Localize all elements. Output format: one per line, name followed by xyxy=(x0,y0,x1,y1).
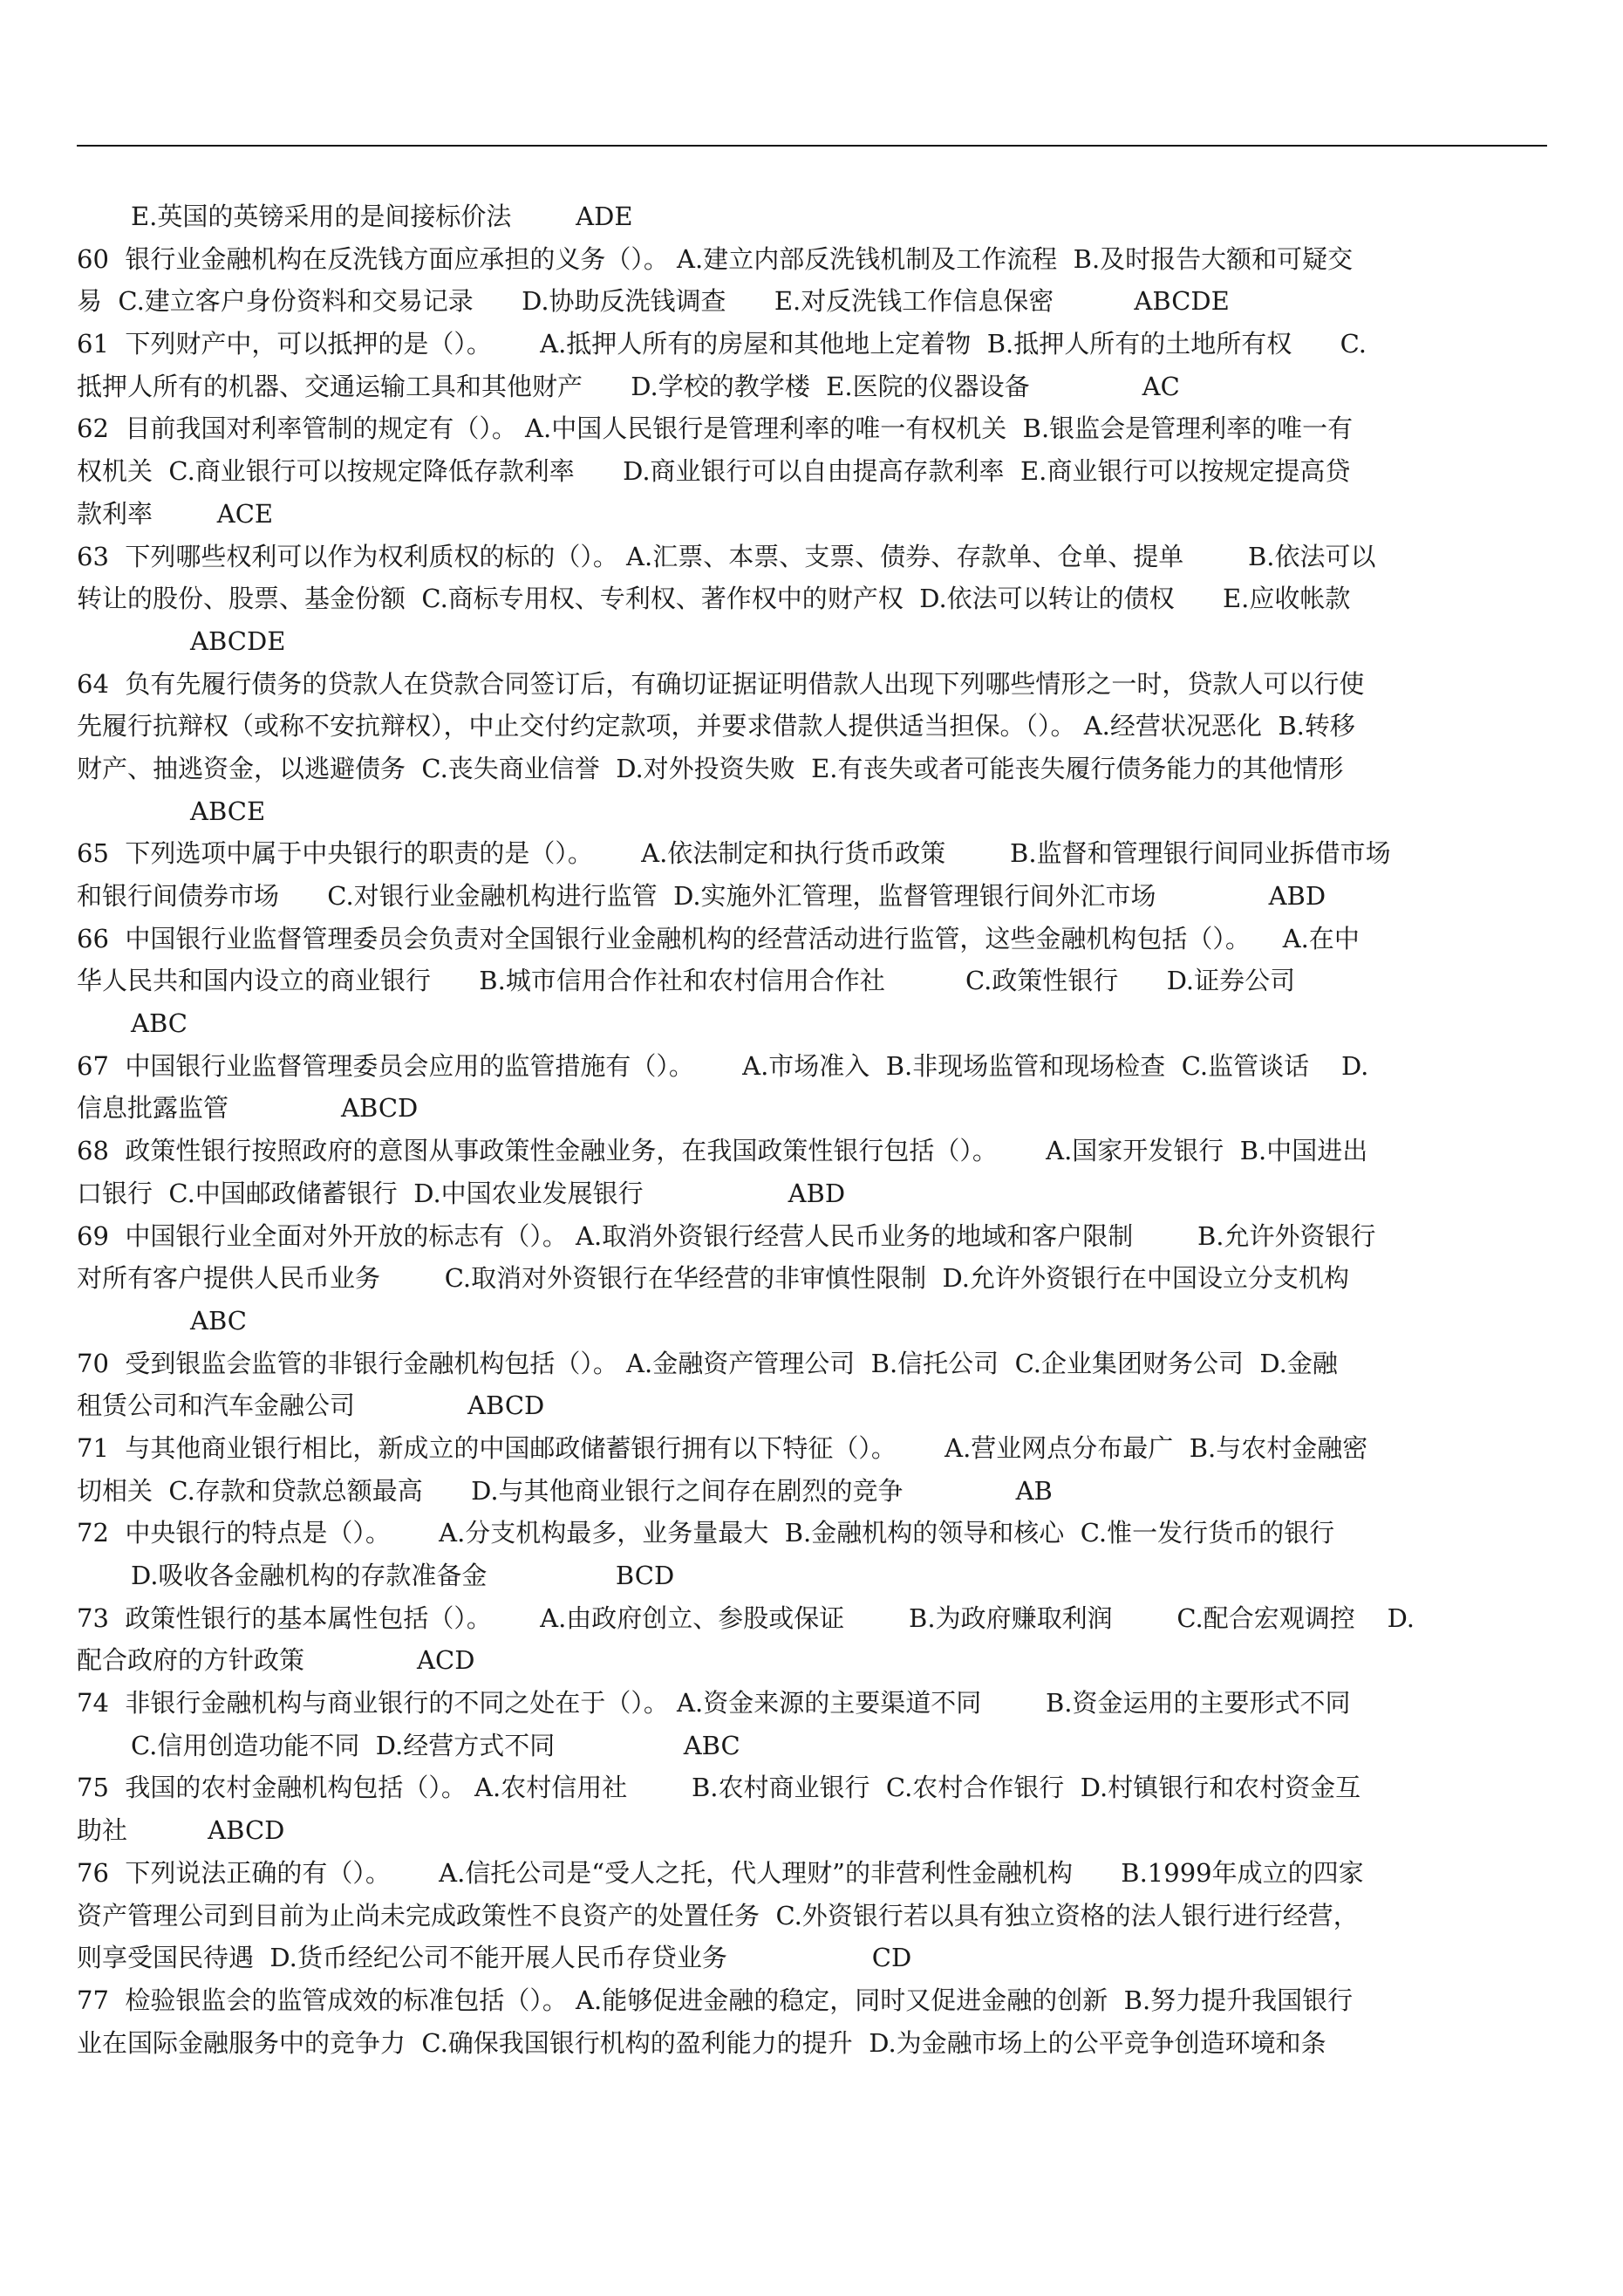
text-line: 和银行间债券市场 C.对银行业金融机构进行监管 D.实施外汇管理，监督管理银行间外汇市场 ABD xyxy=(77,881,1326,911)
text-line: 则享受国民待遇 D.货币经纪公司不能开展人民币存贷业务 CD xyxy=(77,1943,912,1973)
text-line: E.英国的英镑采用的是间接标价法 ADE xyxy=(131,202,633,231)
text-line: 华人民共和国内设立的商业银行 B.城市信用合作社和农村信用合作社 C.政策性银行 D.证券公司 xyxy=(77,966,1296,996)
text-line: 70 受到银监会监管的非银行金融机构包括（）。 A.金融资产管理公司 B.信托公司 C.企业集团财务公司 D.金融 xyxy=(77,1348,1338,1378)
text-line: 73 政策性银行的基本属性包括（）。 A.由政府创立、参股或保证 B.为政府赚取利润 C.配合宏观调控 D. xyxy=(77,1602,1415,1633)
text-line: 76 下列说法正确的有（）。 A.信托公司是“受人之托，代人理财”的非营利性金融机构 B.1999年成立的四家 xyxy=(77,1857,1364,1888)
text-line: 业在国际金融服务中的竞争力 C.确保我国银行机构的盈利能力的提升 D.为金融市场上的公平竞争创造环境和条 xyxy=(77,2027,1326,2058)
text-line: 对所有客户提供人民币业务 C.取消对外资银行在华经营的非审慎性限制 D.允许外资银行在中国设立分支机构 xyxy=(77,1263,1349,1294)
text-line: 易 C.建立客户身份资料和交易记录 D.协助反洗钱调查 E.对反洗钱工作信息保密 ABCDE xyxy=(77,286,1230,317)
text-line: 租赁公司和汽车金融公司 ABCD xyxy=(77,1391,545,1421)
text-line: 71 与其他商业银行相比，新成立的中国邮政储蓄银行拥有以下特征（）。 A.营业网点分布最广 B.与农村金融密 xyxy=(77,1432,1368,1463)
text-line: 66 中国银行业监督管理委员会负责对全国银行业金融机构的经营活动进行监管，这些金融机构包括（）。 A.在中 xyxy=(77,923,1360,953)
text-line: 68 政策性银行按照政府的意图从事政策性金融业务，在我国政策性银行包括（）。 A.国家开发银行 B.中国进出 xyxy=(77,1136,1368,1166)
text-line: 69 中国银行业全面对外开放的标志有（）。 A.取消外资银行经营人民币业务的地域和客户限制 B.允许外资银行 xyxy=(77,1220,1376,1251)
text-line: 财产、抽逃资金，以逃避债务 C.丧失商业信誉 D.对外投资失败 E.有丧失或者可能丧失履行债务能力的其他情形 xyxy=(77,753,1344,783)
text-line: 64 负有先履行债务的贷款人在贷款合同签订后，有确切证据证明借款人出现下列哪些情形之一时，贷款人可以行使 xyxy=(77,668,1365,699)
document-body xyxy=(77,195,1547,2064)
text-line: 抵押人所有的机器、交通运输工具和其他财产 D.学校的教学楼 E.医院的仪器设备 AC xyxy=(77,371,1180,401)
text-line: 67 中国银行业监督管理委员会应用的监管措施有（）。 A.市场准入 B.非现场监管和现场检查 C.监管谈话 D. xyxy=(77,1050,1369,1081)
text-line: 权机关 C.商业银行可以按规定降低存款利率 D.商业银行可以自由提高存款利率 E.商业银行可以按规定提高贷 xyxy=(77,456,1351,487)
text-line: 口银行 C.中国邮政储蓄银行 D.中国农业发展银行 ABD xyxy=(77,1178,846,1208)
text-line: 77 检验银监会的监管成效的标准包括（）。 A.能够促进金融的稳定，同时又促进金融的创新 B.努力提升我国银行 xyxy=(77,1985,1354,2015)
text-line: 信息批露监管 ABCD xyxy=(77,1093,419,1124)
text-line: 切相关 C.存款和贷款总额最高 D.与其他商业银行之间存在剧烈的竞争 AB xyxy=(77,1475,1053,1506)
text-line: 先履行抗辩权（或称不安抗辩权），中止交付约定款项，并要求借款人提供适当担保。（）。 A.经营状况恶化 B.转移 xyxy=(77,711,1355,741)
text-line: 转让的股份、股票、基金份额 C.商标专用权、专利权、著作权中的财产权 D.依法可以转让的债权 E.应收帐款 xyxy=(77,584,1351,614)
text-line: 配合政府的方针政策 ACD xyxy=(77,1645,475,1676)
header-rule xyxy=(77,145,1547,147)
text-line: ABCE xyxy=(190,796,266,826)
text-line: 资产管理公司到目前为止尚未完成政策性不良资产的处置任务 C.外资银行若以具有独立资格的法人银行进行经营， xyxy=(77,1900,1359,1930)
text-line: D.吸收各金融机构的存款准备金 BCD xyxy=(131,1561,675,1590)
text-line: C.信用创造功能不同 D.经营方式不同 ABC xyxy=(131,1730,740,1760)
text-line: ABC xyxy=(190,1305,247,1336)
text-line: 款利率 ACE xyxy=(77,498,274,529)
text-line: 72 中央银行的特点是（）。 A.分支机构最多，业务量最大 B.金融机构的领导和核心 C.惟一发行货币的银行 xyxy=(77,1518,1335,1548)
text-line: 63 下列哪些权利可以作为权利质权的标的（）。 A.汇票、本票、支票、债券、存款单、仓单、提单 B.依法可以 xyxy=(77,541,1376,571)
text-line: ABCDE xyxy=(190,625,286,656)
text-line: ABC xyxy=(131,1008,188,1039)
text-line: 74 非银行金融机构与商业银行的不同之处在于（）。 A.资金来源的主要渠道不同 B.资金运用的主要形式不同 xyxy=(77,1688,1351,1719)
text-line: 65 下列选项中属于中央银行的职责的是（）。 A.依法制定和执行货币政策 B.监督和管理银行间同业拆借市场 xyxy=(77,838,1391,869)
text-line: 60 银行业金融机构在反洗钱方面应承担的义务（）。 A.建立内部反洗钱机制及工作流程 B.及时报告大额和可疑交 xyxy=(77,243,1354,274)
text-line: 61 下列财产中，可以抵押的是（）。 A.抵押人所有的房屋和其他地上定着物 B.抵押人所有的土地所有权 C. xyxy=(77,329,1367,359)
text-line: 62 目前我国对利率管制的规定有（）。 A.中国人民银行是管理利率的唯一有权机关 B.银监会是管理利率的唯一有 xyxy=(77,413,1354,444)
text-line: 助社 ABCD xyxy=(77,1815,285,1846)
text-line: 75 我国的农村金融机构包括（）。 A.农村信用社 B.农村商业银行 C.农村合作银行 D.村镇银行和农村资金互 xyxy=(77,1773,1361,1803)
